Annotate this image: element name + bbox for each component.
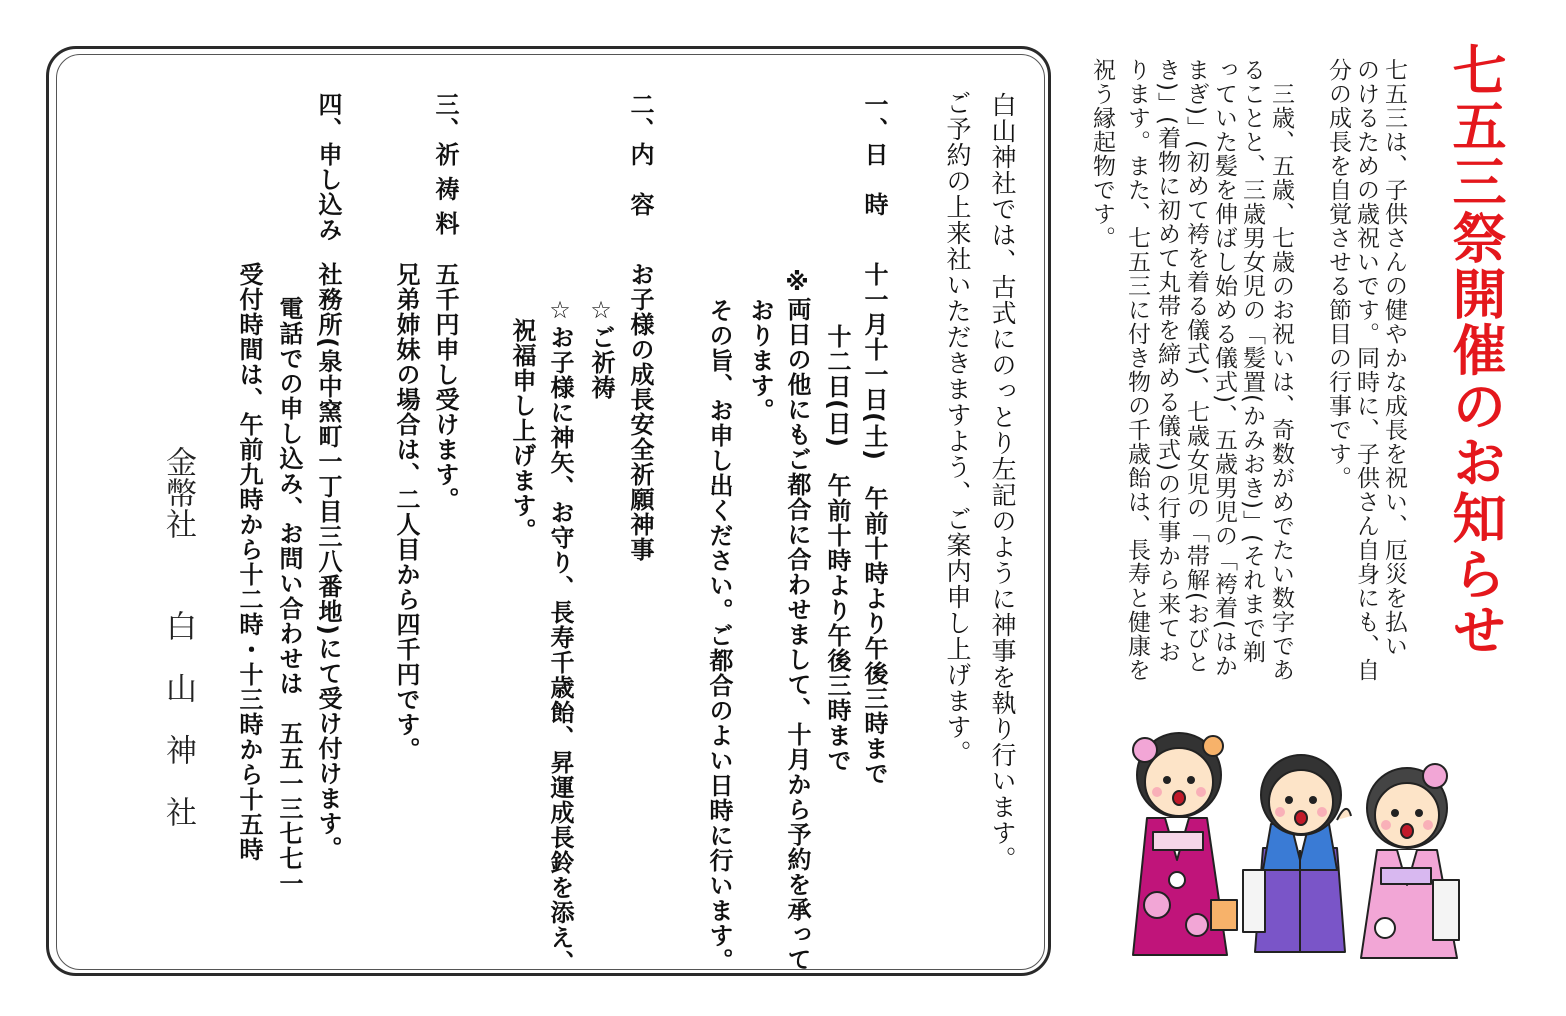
section-1-date-2: 十二日(日) 午前十時より午後三時まで — [823, 324, 851, 773]
section-1-heading: 一、日 時 — [860, 92, 888, 217]
intro-line: 祝う縁起物です。 — [1089, 58, 1115, 250]
section-4-heading: 四、申し込み — [314, 92, 342, 242]
greeting-line-2: ご予約の上来社いただきますよう、ご案内申し上げます。 — [943, 90, 972, 766]
intro-line: のけるための歳祝いです。同時に、子供さん自身にも、自 — [1353, 58, 1379, 682]
section-2-gift-cont: 祝福申し上げます。 — [508, 318, 536, 543]
intro-line: き)」(着物に初めて丸帯を締める儀式)の行事から来てお — [1154, 58, 1180, 664]
greeting-line-1: 白山神社では、古式にのっとり左記のように神事を執り行います。 — [988, 92, 1017, 872]
section-2-gift: ☆お子様に神矢、お守り、長寿千歳飴、昇運成長鈴を添え、 — [546, 296, 574, 975]
section-2-prayer: ☆ご祈祷 — [587, 296, 615, 400]
intro-line: ることと、三歳男女児の「髪置(かみおき)」(それまで剃 — [1239, 58, 1265, 664]
intro-line: 七五三は、子供さんの健やかな成長を祝い、厄災を払い — [1381, 58, 1407, 658]
intro-line: 分の成長を自覚させる節目の行事です。 — [1325, 58, 1351, 490]
section-4-office: 社務所(泉中窯町一丁目三八番地)にて受け付けます。 — [314, 262, 342, 861]
children-illustration — [1115, 700, 1475, 970]
section-1-note: ※両日の他にもご都合に合わせまして、十月から予約を承って — [783, 268, 811, 972]
signature-name: 白 山 神 社 — [160, 610, 196, 827]
section-3-sibling-fee: 兄弟姉妹の場合は、二人目から四千円です。 — [392, 262, 420, 762]
section-1-date-1: 十一月十一日(土) 午前十時より午後三時まで — [860, 262, 888, 786]
intro-line: ります。また、七五三に付き物の千歳飴は、長寿と健康を — [1124, 58, 1150, 682]
intro-line: っていた髪を伸ばし始める儀式)、五歳男児の「袴着(はか — [1211, 58, 1237, 678]
section-2-content: お子様の成長安全祈願神事 — [626, 262, 654, 562]
intro-line: 三歳、五歳、七歳のお祝いは、奇数がめでたい数字であ — [1268, 82, 1294, 682]
section-1-note-cont: おります。 — [746, 298, 774, 423]
section-4-phone: 電話での申し込み、お問い合わせは 五五一三七七一 — [275, 296, 303, 896]
section-2-heading: 二、内 容 — [626, 92, 654, 217]
page-title: 七五三祭開催のお知らせ — [1444, 42, 1507, 658]
signature-rank: 金幣社 — [160, 446, 196, 539]
intro-line: まぎ)」(初めて袴を着る儀式)、七歳女児の「帯解(おびと — [1183, 58, 1209, 674]
section-4-hours: 受付時間は、午前九時から十二時・十三時から十五時 — [235, 262, 263, 862]
section-1-note-2: その旨、お申し出ください。ご都合のよい日時に行います。 — [705, 298, 733, 973]
section-3-heading: 三、祈 祷 料 — [431, 92, 459, 236]
section-3-fee: 五千円申し受けます。 — [431, 262, 459, 512]
